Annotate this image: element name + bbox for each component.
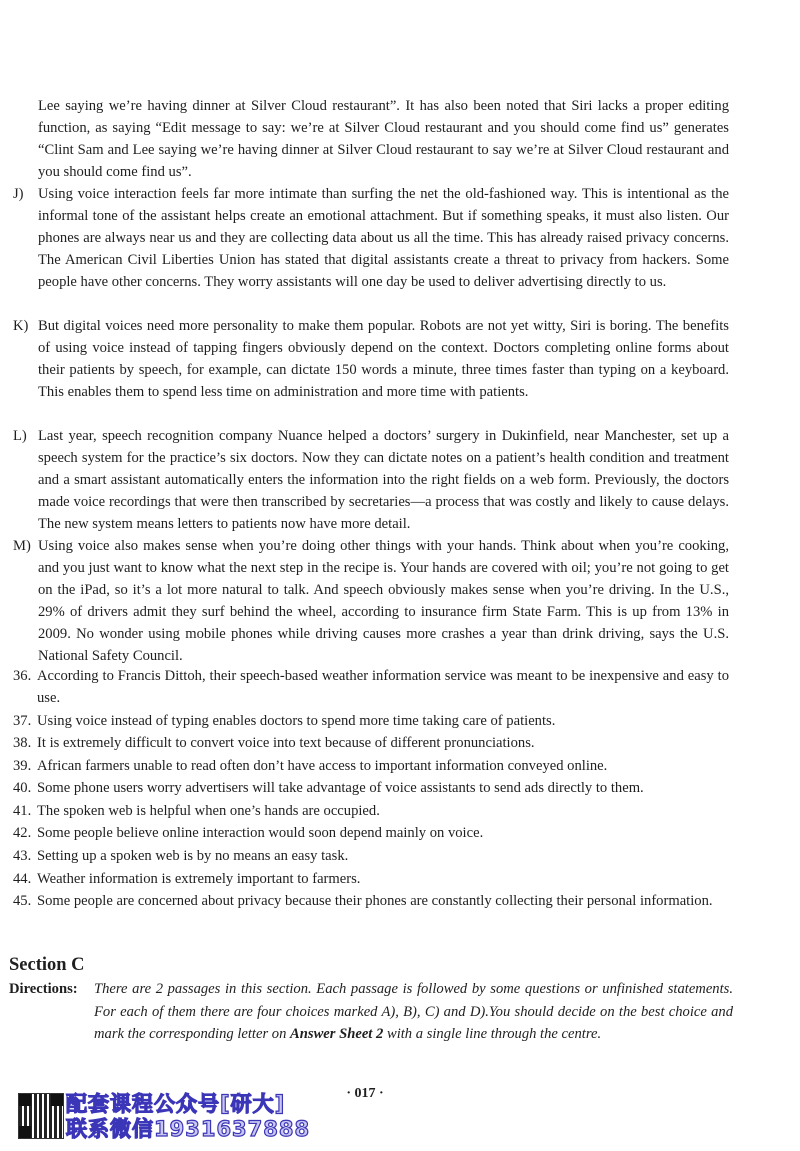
paragraph-l (13, 425, 729, 535)
directions (9, 978, 733, 1046)
question-number: 39. (13, 758, 32, 774)
directions-text-part-2: with a single line through the centre. (383, 1026, 602, 1042)
paragraph-label: J) (13, 186, 24, 202)
question-number: 38. (13, 735, 32, 751)
question-41 (13, 800, 729, 822)
paragraph-k (13, 315, 729, 403)
question-number: 42. (13, 825, 32, 841)
question-number: 41. (13, 803, 32, 819)
question-text: Some phone users worry advertisers will take advantage of voice assistants to send ads directly to them. (37, 780, 644, 796)
question-43 (13, 845, 729, 867)
question-text: African farmers unable to read often don’t have access to important information conveyed online. (37, 758, 608, 774)
paragraph-text: Lee saying we’re having dinner at Silver Cloud restaurant”. It has also been noted that Siri lacks a proper editing function, as saying “Edit message to say: we’re at Silver Cloud restaurant and you should come find us” generates “Clint Sam and Lee saying we’re having dinner at Silver Cloud restaurant to say we’re at Silver Cloud restaurant and you should come find us”. (38, 98, 729, 180)
question-text: Weather information is extremely important to farmers. (37, 871, 361, 887)
question-number: 36. (13, 668, 32, 684)
paragraph-text: But digital voices need more personality to make them popular. Robots are not yet witty, Siri is boring. The benefits of using voice instead of tapping fingers obviously depend on the context. Doctors completing online forms about their patients by speech, for example, can dictate 150 words a minute, three times faster than typing on a keyboard. This enables them to spend less time on administration and more time with patients. (38, 318, 729, 400)
paragraph-label: M) (13, 538, 31, 554)
question-39 (13, 755, 729, 777)
question-text: Setting up a spoken web is by no means an easy task. (37, 848, 349, 864)
answer-sheet-reference: Answer Sheet 2 (290, 1026, 384, 1042)
watermark-line-1: 配套课程公众号[研大] (66, 1092, 286, 1116)
question-42 (13, 822, 729, 844)
question-44 (13, 868, 729, 890)
page-number: · 017 · (346, 1086, 384, 1101)
paragraph-m (13, 535, 729, 667)
watermark-line-2: 联系微信1931637888 (66, 1117, 311, 1141)
question-text: Some people are concerned about privacy because their phones are constantly collecting their personal information. (37, 893, 713, 910)
question-number: 43. (13, 848, 32, 864)
question-text: The spoken web is helpful when one’s hands are occupied. (37, 803, 380, 819)
question-number: 45. (13, 893, 32, 909)
paragraph-label: K) (13, 318, 29, 334)
directions-text (94, 978, 733, 1046)
question-37 (13, 710, 729, 732)
question-number: 44. (13, 871, 32, 887)
question-45 (13, 890, 729, 912)
section-title: Section C (9, 955, 85, 975)
question-36 (13, 665, 729, 709)
question-text: Using voice instead of typing enables doctors to spend more time taking care of patients. (37, 713, 556, 729)
question-text: Some people believe online interaction would soon depend mainly on voice. (37, 825, 484, 841)
question-text: According to Francis Dittoh, their speech-based weather information service was meant to be inexpensive and easy to use. (37, 668, 729, 707)
question-number: 37. (13, 713, 32, 729)
question-number: 40. (13, 780, 32, 796)
question-38 (13, 732, 729, 754)
paragraph-label: L) (13, 428, 27, 444)
directions-text-part-1: There are 2 passages in this section. Each passage is followed by some questions or unfinished statements. For each of them there are four choices marked A), B), C) and D).You should decide on the best choice and mark the corresponding letter on (94, 981, 733, 1042)
directions-label: Directions: (9, 981, 78, 997)
question-text: It is extremely difficult to convert voice into text because of different pronunciations. (37, 735, 535, 751)
paragraph-j (13, 183, 729, 293)
paragraph-i-continued (13, 95, 729, 183)
question-40 (13, 777, 729, 799)
qr-code-image (18, 1093, 64, 1139)
paragraph-text: Using voice interaction feels far more intimate than surfing the net the old-fashioned way. This is intentional as the informal tone of the assistant helps create an emotional attachment. But if something speaks, it must also listen. Our phones are always near us and they are collecting data about us all the time. This has already raised privacy concerns. The American Civil Liberties Union has stated that digital assistants create a threat to privacy from hackers. Some people have other concerns. They worry assistants will one day be used to deliver advertising directly to us. (38, 186, 729, 290)
paragraph-text: Using voice also makes sense when you’re doing other things with your hands. Think about when you’re cooking, and you just want to know what the next step in the recipe is. Your hands are covered with oil; you’re not going to get on the iPad, so it’s a lot more natural to talk. And speech obviously makes sense when you’re driving. In the U.S., 29% of drivers admit they surf behind the wheel, according to insurance firm State Farm. This is up from 13% in 2009. No wonder using mobile phones while driving causes more crashes a year than drink driving, says the U.S. National Safety Council. (38, 538, 729, 664)
paragraph-text: Last year, speech recognition company Nuance helped a doctors’ surgery in Dukinfield, near Manchester, set up a speech system for the practice’s six doctors. Now they can dictate notes on a patient’s health condition and treatment and a smart assistant automatically enters the information into the right fields on a web form. Previously, the doctors made voice recordings that were then transcribed by secretaries—a process that was costly and likely to cause delays. The new system means letters to patients now have more detail. (38, 428, 729, 532)
